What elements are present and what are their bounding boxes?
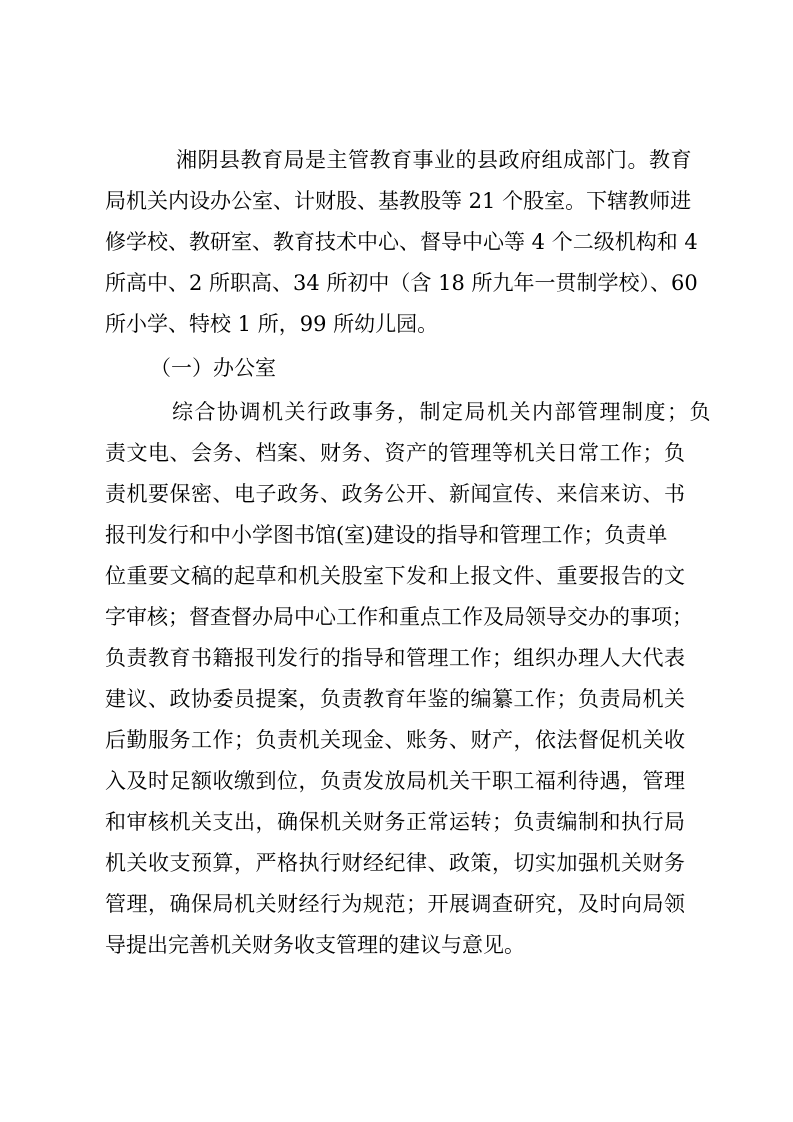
body-line: 机关收支预算，严格执行财经纪律、政策，切实加强机关财务	[105, 851, 686, 875]
body-line: 建议、政协委员提案，负责教育年鉴的编纂工作；负责局机关	[105, 687, 686, 711]
body-line: 位重要文稿的起草和机关股室下发和上报文件、重要报告的文	[105, 564, 686, 588]
body-line: 管理，确保局机关财经行为规范；开展调查研究，及时向局领	[105, 892, 686, 916]
intro-line: 修学校、教研室、教育技术中心、督导中心等 4 个二级机构和 4	[105, 230, 698, 254]
intro-line: 所高中、2 所职高、34 所初中（含 18 所九年一贯制学校）、60	[105, 271, 698, 295]
body-line: 字审核；督查督办局中心工作和重点工作及局领导交办的事项；	[105, 605, 693, 629]
body-line: 导提出完善机关财务收支管理的建议与意见。	[105, 933, 525, 957]
body-line: 责文电、会务、档案、财务、资产的管理等机关日常工作；负	[105, 441, 686, 465]
body-line: 综合协调机关行政事务，制定局机关内部管理制度；负	[172, 400, 712, 424]
body-line: 负责教育书籍报刊发行的指导和管理工作；组织办理人大代表	[105, 646, 686, 670]
body-line: 责机要保密、电子政务、政务公开、新闻宣传、来信来访、书	[105, 482, 686, 506]
body-line: 后勤服务工作；负责机关现金、账务、财产，依法督促机关收	[105, 728, 686, 752]
intro-line: 湘阴县教育局是主管教育事业的县政府组成部门。教育	[176, 148, 692, 172]
body-line: 和审核机关支出，确保机关财务正常运转；负责编制和执行局	[105, 810, 686, 834]
intro-line: 局机关内设办公室、计财股、基教股等 21 个股室。下辖教师进	[105, 189, 692, 213]
intro-line: 所小学、特校 1 所，99 所幼儿园。	[105, 312, 439, 336]
body-line: 入及时足额收缴到位，负责发放局机关干职工福利待遇，管理	[105, 769, 686, 793]
body-line: 报刊发行和中小学图书馆(室)建设的指导和管理工作；负责单	[105, 523, 668, 547]
section-heading: （一）办公室	[150, 356, 276, 380]
